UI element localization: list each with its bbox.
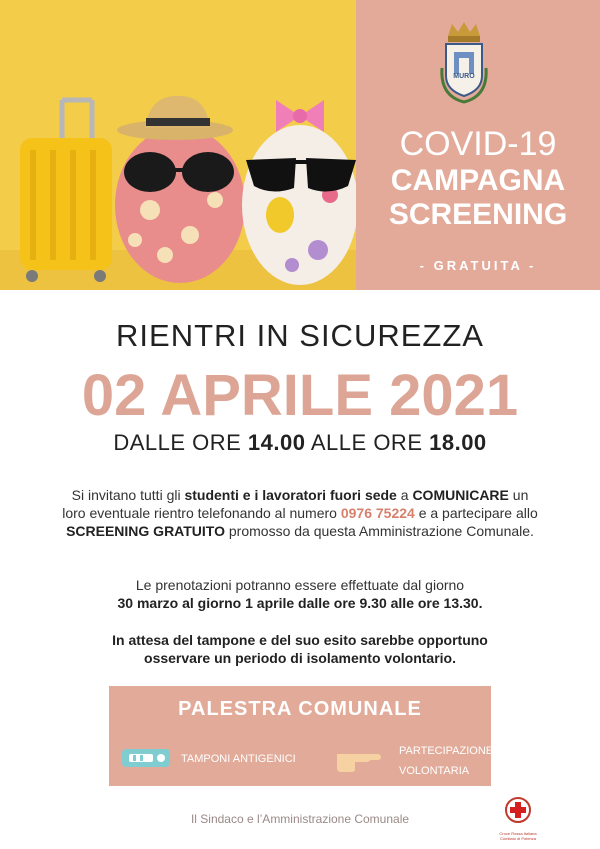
booking-paragraph bbox=[60, 576, 540, 612]
free-tag: - GRATUITA - bbox=[419, 258, 537, 273]
p1-text: Si invitano tutti gli bbox=[71, 487, 185, 503]
p1-text: e a partecipare allo bbox=[414, 505, 538, 521]
isolation-paragraph bbox=[60, 631, 540, 667]
hero-banner bbox=[0, 0, 600, 290]
signature: Il Sindaco e l’Amministrazione Comunale bbox=[190, 812, 410, 826]
pointing-hand-icon bbox=[335, 744, 383, 774]
p1-text: promosso da questa Amministrazione Comunale. bbox=[225, 523, 534, 539]
hours-to: 18.00 bbox=[429, 430, 487, 455]
booking-dates: 30 marzo al giorno 1 aprile dalle ore 9.30 alle ore 13.30. bbox=[117, 595, 483, 611]
covid-title: COVID-19 bbox=[399, 125, 557, 163]
hours-prefix: DALLE ORE bbox=[113, 430, 248, 455]
phone-number: 0976 75224 bbox=[340, 505, 415, 521]
municipal-crest-icon bbox=[434, 18, 494, 106]
red-cross-name: Croce Rossa Italiana bbox=[499, 831, 537, 836]
event-date: 02 APRILE 2021 bbox=[81, 363, 519, 428]
voluntary-line2: VOLONTARIA bbox=[399, 765, 470, 777]
location-title: PALESTRA COMUNALE bbox=[178, 698, 422, 720]
rapid-test-icon bbox=[121, 748, 171, 768]
voluntary-line1: PARTECIPAZIONE bbox=[399, 745, 494, 757]
event-hours bbox=[0, 430, 600, 456]
red-cross-committee: Comitato di Potenza bbox=[499, 836, 537, 841]
antigen-tests-label: TAMPONI ANTIGENICI bbox=[181, 753, 296, 765]
screening-title-line: SCREENING bbox=[388, 198, 568, 231]
illustration bbox=[0, 0, 360, 290]
headline: RIENTRI IN SICUREZZA bbox=[116, 318, 484, 353]
crest-label: MURO bbox=[453, 73, 475, 80]
booking-text: Le prenotazioni potranno essere effettuate dal giorno bbox=[135, 577, 465, 593]
location-box bbox=[109, 686, 494, 786]
p1-bold-audience: studenti e i lavoratori fuori sede bbox=[184, 487, 397, 503]
campaign-title-line: CAMPAGNA bbox=[390, 164, 566, 197]
red-cross-logo bbox=[498, 796, 538, 842]
voluntary-participation-label bbox=[399, 741, 493, 781]
p1-text: un loro eventuale rientro telefonando al numero bbox=[62, 487, 529, 521]
invitation-paragraph bbox=[60, 486, 540, 540]
red-cross-icon bbox=[498, 796, 538, 826]
p1-text: a bbox=[396, 487, 413, 503]
campaign-title bbox=[356, 164, 600, 232]
p1-bold-communicate: COMUNICARE bbox=[412, 487, 509, 503]
isolation-advice: In attesa del tampone e del suo esito sarebbe opportuno osservare un periodo di isolamento volontario. bbox=[112, 632, 488, 666]
hours-mid: ALLE ORE bbox=[305, 430, 430, 455]
p1-bold-screening: SCREENING GRATUITO bbox=[66, 523, 225, 539]
hours-from: 14.00 bbox=[247, 430, 306, 455]
